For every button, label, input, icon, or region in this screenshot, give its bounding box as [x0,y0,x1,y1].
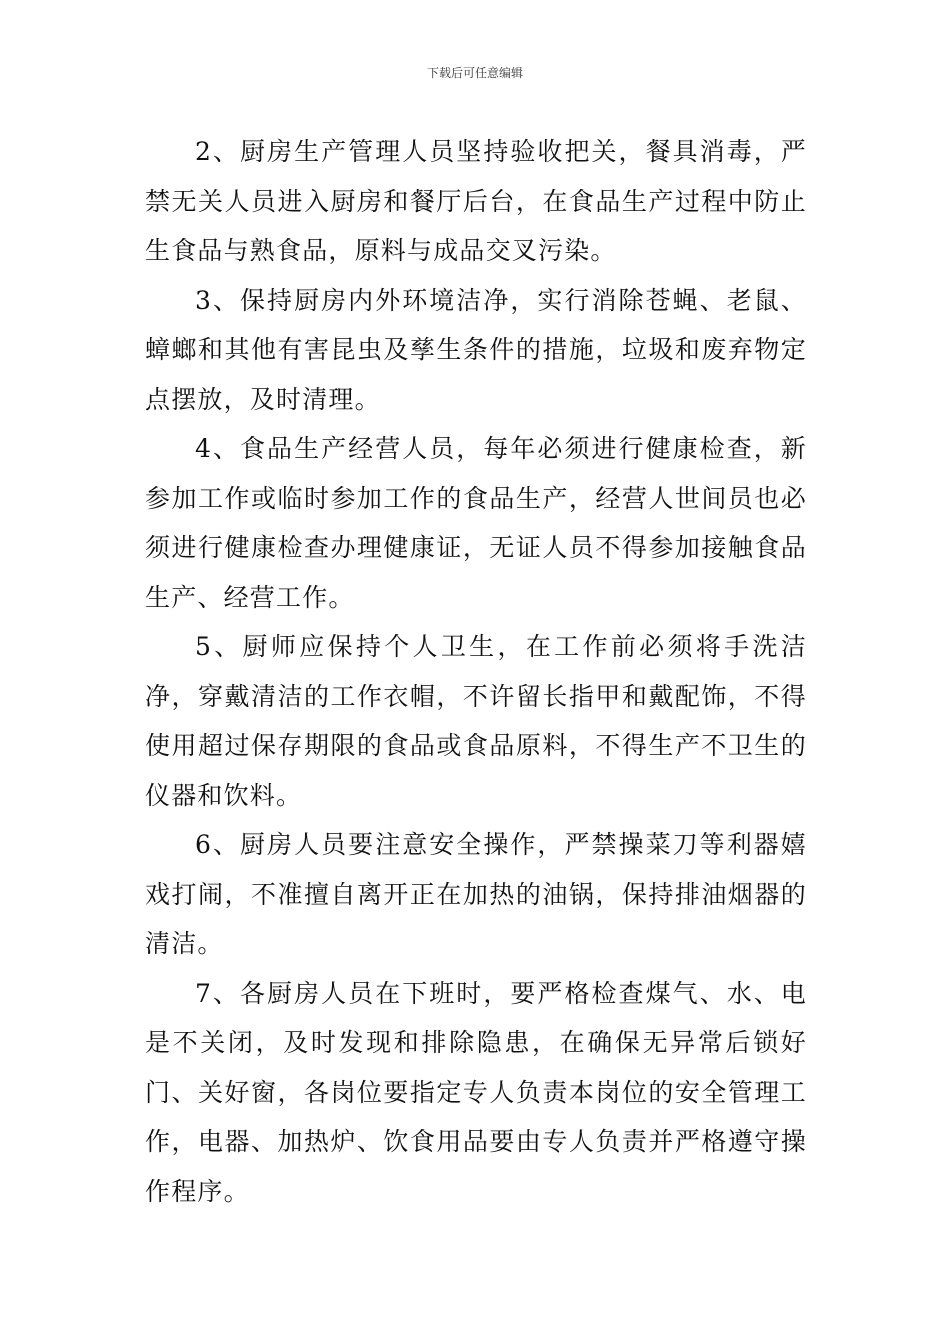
paragraph-item-4: 4、食品生产经营人员，每年必须进行健康检查，新参加工作或临时参加工作的食品生产，经营人世间员也必须进行健康检查办理健康证，无证人员不得参加接触食品生产、经营工作。 [145,434,807,612]
paragraph-item-2: 2、厨房生产管理人员坚持验收把关，餐具消毒，严禁无关人员进入厨房和餐厅后台，在食品生产过程中防止生食品与熟食品，原料与成品交叉污染。 [145,137,807,265]
page-header: 下载后可任意编辑 [426,66,523,80]
paragraph-item-5: 5、厨师应保持个人卫生，在工作前必须将手洗洁净，穿戴清洁的工作衣帽，不许留长指甲和戴配饰，不得使用超过保存期限的食品或食品原料，不得生产不卫生的仪器和饮料。 [145,632,807,810]
paragraph-item-3: 3、保持厨房内外环境洁净，实行消除苍蝇、老鼠、蟑螂和其他有害昆虫及孳生条件的措施，垃圾和废弃物定点摆放，及时清理。 [145,285,807,414]
paragraph-item-6: 6、厨房人员要注意安全操作，严禁操菜刀等利器嬉戏打闹，不准擅自离开正在加热的油锅，保持排油烟器的清洁。 [145,830,807,958]
paragraph-item-7: 7、各厨房人员在下班时，要严格检查煤气、水、电是不关闭，及时发现和排除隐患，在确保无异常后锁好门、关好窗，各岗位要指定专人负责本岗位的安全管理工作，电器、加热炉、饮食用品要由专人负责并严格遵守操作程序。 [145,978,807,1206]
document-body [145,127,807,1216]
